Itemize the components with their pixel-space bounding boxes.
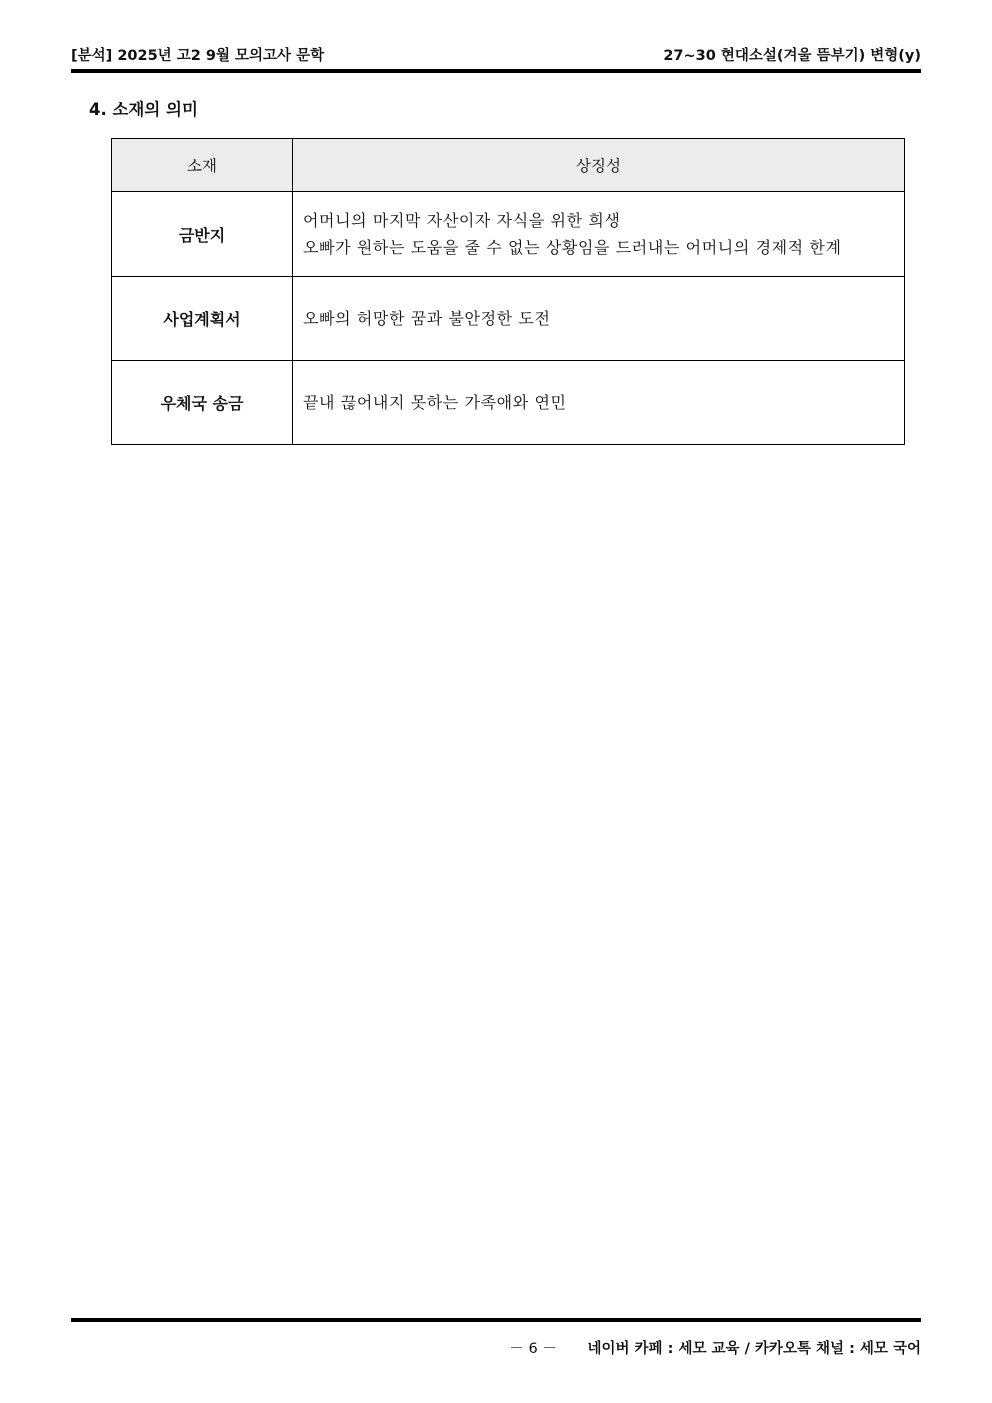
page-number: － 6 － [509, 1341, 557, 1357]
column-header-symbolism: 상징성 [293, 139, 905, 192]
symbolism-cell [293, 192, 905, 277]
footer-divider [71, 1318, 921, 1322]
symbolism-line: 오빠가 원하는 도움을 줄 수 없는 상황임을 드러내는 어머니의 경제적 한계 [303, 238, 842, 257]
section-heading: 4. 소재의 의미 [89, 100, 198, 119]
symbolism-line: 어머니의 마지막 자산이자 자식을 위한 희생 [303, 211, 621, 230]
material-cell: 금반지 [112, 192, 293, 277]
table-row [112, 192, 905, 277]
table-row [112, 361, 905, 445]
page-header [71, 42, 921, 70]
page-footer [509, 1337, 921, 1358]
header-divider [71, 69, 921, 73]
symbolism-line: 오빠의 허망한 꿈과 불안정한 도전 [303, 309, 551, 328]
symbolism-line: 끝내 끊어내지 못하는 가족애와 연민 [303, 393, 567, 412]
material-cell: 우체국 송금 [112, 361, 293, 445]
material-cell: 사업계획서 [112, 277, 293, 361]
footer-contact: 네이버 카페 : 세모 교육 / 카카오톡 채널 : 세모 국어 [587, 1341, 921, 1357]
column-header-material: 소재 [112, 139, 293, 192]
symbolism-cell [293, 277, 905, 361]
header-section-title: 27~30 현대소설(겨울 뜸부기) 변형(y) [663, 48, 921, 64]
material-meaning-table [111, 138, 905, 445]
header-document-title: [분석] 2025년 고2 9월 모의고사 문학 [71, 48, 325, 64]
table-row [112, 277, 905, 361]
table-header-row [112, 139, 905, 192]
symbolism-cell [293, 361, 905, 445]
